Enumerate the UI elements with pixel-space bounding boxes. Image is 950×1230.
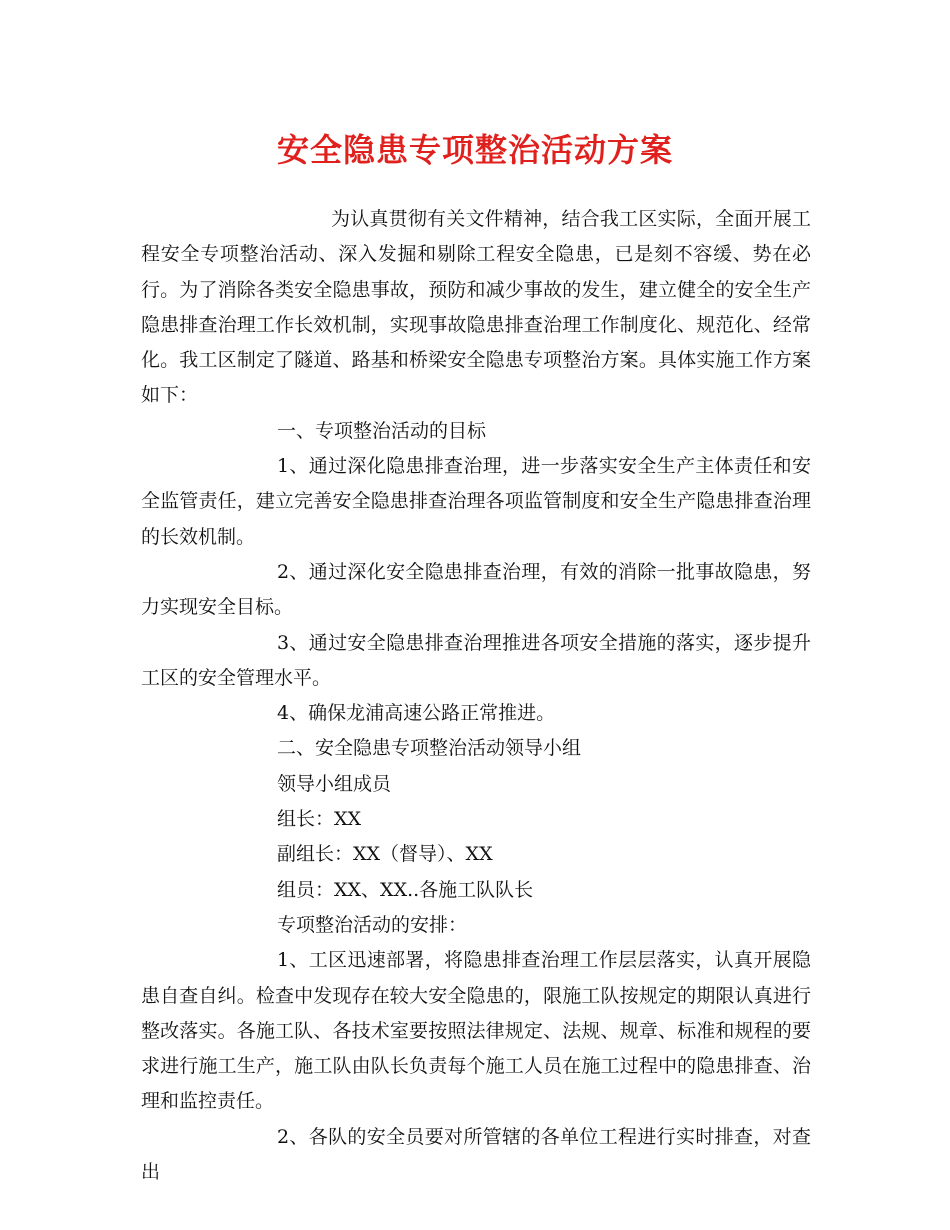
document-title: 安全隐患专项整治活动方案 (276, 131, 673, 169)
deputy-leader-line: 副组长：XX（督导）、XX (277, 843, 493, 866)
goal-item-4: 4、确保龙浦高速公路正常推进。 (277, 702, 556, 725)
leadership-members-label: 领导小组成员 (277, 772, 392, 795)
section-heading-goals: 一、专项整治活动的目标 (277, 419, 487, 442)
section-heading-leadership: 二、安全隐患专项整治活动领导小组 (277, 737, 582, 760)
goal-item-1: 1、通过深化隐患排查治理，进一步落实安全生产主体责任和安全监管责任，建立完善安全隐患排查治理各项监管制度和安全生产隐患排查治理的长效机制。 (141, 455, 811, 548)
document-body (141, 202, 811, 1190)
arrangement-heading: 专项整治活动的安排： (277, 913, 468, 936)
goal-item-2: 2、通过深化安全隐患排查治理，有效的消除一批事故隐患，努力实现安全目标。 (141, 560, 811, 619)
arrangement-item-2: 2、各队的安全员要对所管辖的各单位工程进行实时排查，对查出 (141, 1125, 811, 1184)
leader-line: 组长：XX (277, 808, 362, 831)
goal-item-3: 3、通过安全隐患排查治理推进各项安全措施的落实，逐步提升工区的安全管理水平。 (141, 631, 811, 689)
intro-paragraph: 为认真贯彻有关文件精神，结合我工区实际，全面开展工程安全专项整治活动、深入发掘和剔除工程安全隐患，已是刻不容缓、势在必行。为了消除各类安全隐患事故，预防和减少事故的发生，建立健全的安全生产隐患排查治理工作长效机制，实现事故隐患排查治理工作制度化、规范化、经常化。我工区制定了隧道、路基和桥梁安全隐患专项整治方案。具体实施工作方案如下： (141, 208, 811, 407)
members-line: 组员：XX、XX..各施工队队长 (277, 878, 534, 901)
arrangement-item-1: 1、工区迅速部署，将隐患排查治理工作层层落实，认真开展隐患自查自纠。检查中发现存在较大安全隐患的，限施工队按规定的期限认真进行整改落实。各施工队、各技术室要按照法律规定、法规、规章、标准和规程的要求进行施工生产，施工队由队长负责每个施工人员在施工过程中的隐患排查、治理和监控责任。 (141, 949, 811, 1113)
